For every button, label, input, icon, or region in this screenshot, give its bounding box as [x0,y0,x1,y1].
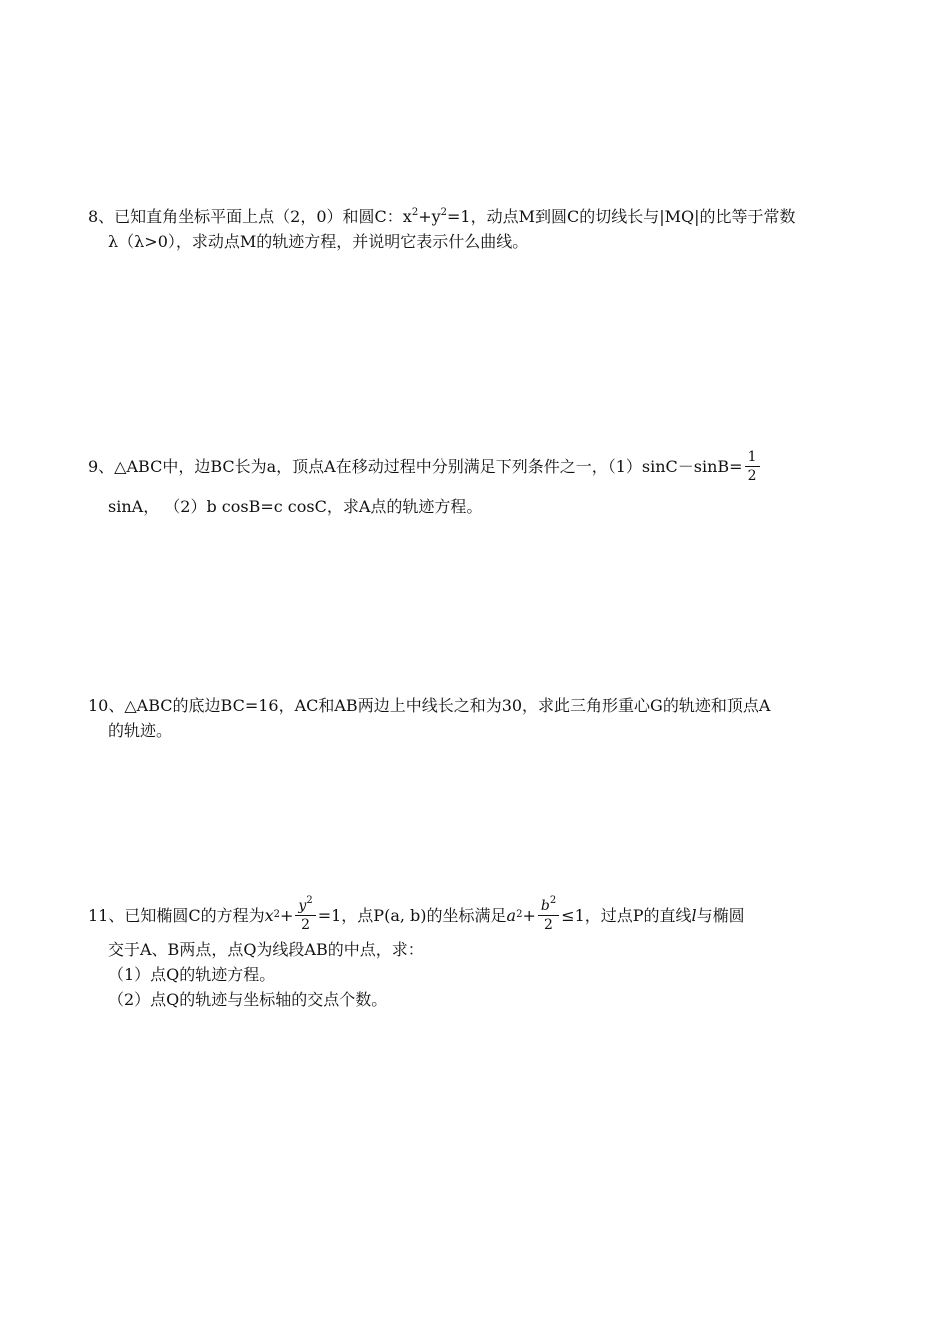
problem-8 [88,204,868,254]
exponent: 2 [411,207,419,218]
variable-y: y [298,897,307,914]
problem-9-line-2: sinA， （2）b cosB=c cosC，求A点的轨迹方程。 [108,497,483,516]
problem-10-line-1: 10、△ABC的底边BC=16，AC和AB两边上中线长之和为30，求此三角形重心G的轨迹和顶点A [88,696,771,715]
exponent: 2 [440,207,448,218]
problem-11-subquestion-2: （2）点Q的轨迹与坐标轴的交点个数。 [108,990,388,1009]
variable-a: a [506,905,517,925]
variable-b: b [540,897,550,914]
problem-8-line-2: λ（λ>0），求动点M的轨迹方程，并说明它表示什么曲线。 [108,232,529,251]
fraction-y-squared-over-2 [295,894,315,934]
problem-8-text-b: +y [418,207,441,226]
fraction-numerator [538,894,559,916]
fraction-numerator [295,894,315,916]
fraction-denominator: 2 [747,467,757,484]
problem-11-text-d: 与椭圆 [696,905,745,925]
variable-x: x [264,905,274,925]
problem-11-text-b: =1，点P(a, b)的坐标满足 [317,905,507,925]
problem-8-line-1 [88,204,868,229]
exponent: 2 [306,894,313,906]
exponent: 2 [549,894,557,906]
problem-11-subquestion-1: （1）点Q的轨迹方程。 [108,965,276,984]
plus-sign: + [280,905,294,925]
problem-10-line-2: 的轨迹。 [108,721,173,740]
problem-11-line-2: 交于A、B两点，点Q为线段AB的中点，求： [108,940,424,959]
problem-11-line-1: 11、已知椭圆C的方程为 x 2 + $\frac{y^2}{2}$ =1，点P(a, b)的坐标满足 a 2 + $\frac{b^2}{2}$ ≤1，过点P的直线 l 与椭圆 [88,894,745,933]
problem-8-text-a: 8、已知直角坐标平面上点（2，0）和圆C：x [88,207,412,226]
problem-11-text-a: 11、已知椭圆C的方程为 [88,905,265,925]
fraction-denominator: 2 [544,916,553,933]
problem-11-text-c: ≤1，过点P的直线 [561,905,692,925]
fraction-b-squared-over-2 [538,894,559,934]
problem-11 [88,893,868,1012]
fraction-one-half [745,448,760,485]
problem-8-text-c: =1，动点M到圆C的切线长与|MQ|的比等于常数 [447,207,796,226]
fraction-denominator: 2 [301,916,311,933]
problem-9 [88,446,868,519]
problem-10 [88,693,868,743]
fraction-numerator: 1 [745,448,760,467]
problem-9-text-a: 9、△ABC中，边BC长为a，顶点A在移动过程中分别满足下列条件之一，（1）sinC－sinB= [88,456,743,476]
variable-l: l [691,905,697,925]
problem-9-line-1 [88,446,868,486]
plus-sign: + [522,905,536,925]
